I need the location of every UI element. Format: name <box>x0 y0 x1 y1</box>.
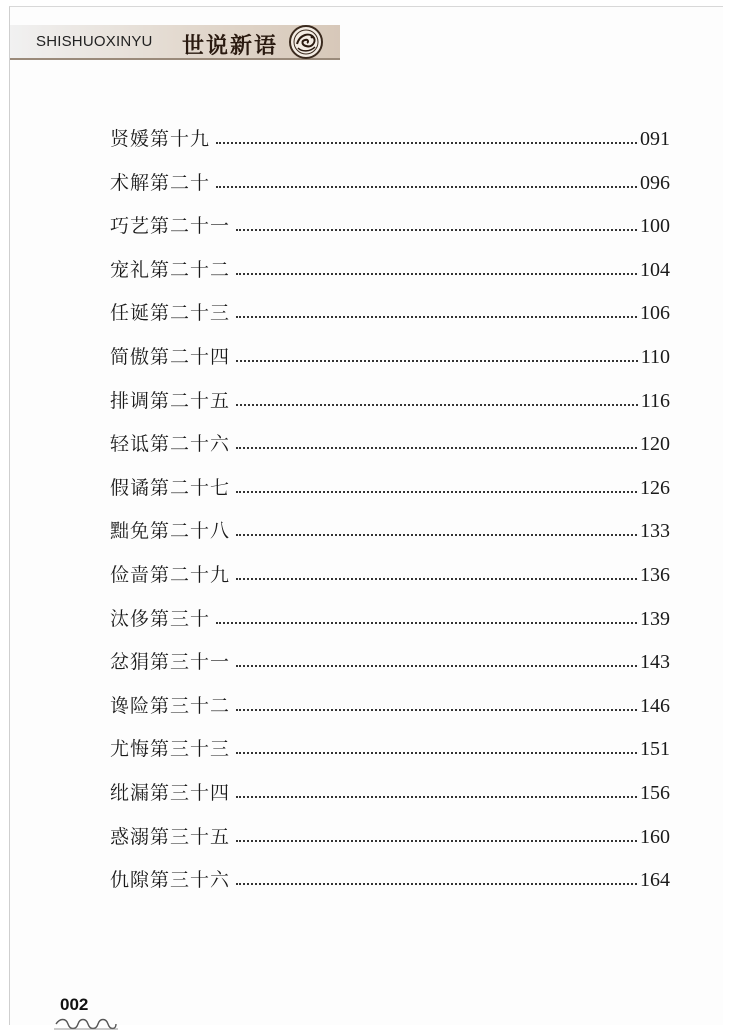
toc-entry-title: 仇隙第三十六 <box>110 869 231 892</box>
toc-entry-title: 汰侈第三十 <box>110 607 211 630</box>
toc-leader-dots <box>236 404 638 406</box>
toc-entry-title: 惑溺第三十五 <box>110 825 231 848</box>
toc-leader-dots <box>216 622 637 624</box>
toc-entry-title: 任诞第二十三 <box>110 302 231 325</box>
toc-entry <box>110 297 670 325</box>
toc-entry-title: 排调第二十五 <box>110 389 231 412</box>
toc-entry <box>110 167 670 195</box>
toc-entry <box>110 515 670 543</box>
dragon-roundel-icon <box>288 24 324 60</box>
toc-leader-dots <box>236 883 637 885</box>
toc-entry-title: 尤悔第三十三 <box>110 738 231 761</box>
toc-leader-dots <box>236 316 637 318</box>
toc-entry-page: 100 <box>640 215 670 238</box>
toc-entry-title: 贤媛第十九 <box>110 128 211 150</box>
toc-entry-title: 谗险第三十二 <box>110 694 231 717</box>
toc-entry <box>110 821 670 849</box>
toc-entry-title: 术解第二十 <box>110 171 211 194</box>
toc-entry <box>110 123 670 151</box>
toc-entry <box>110 777 670 805</box>
toc-entry-page: 156 <box>640 782 670 804</box>
toc-entry <box>110 559 670 587</box>
toc-entry-page: 143 <box>640 651 670 674</box>
toc-entry-title: 轻诋第二十六 <box>110 433 231 456</box>
cloud-scroll-ornament-icon <box>54 1017 118 1031</box>
toc-entry <box>110 690 670 718</box>
running-header <box>10 7 723 63</box>
toc-entry <box>110 428 670 456</box>
toc-leader-dots <box>236 796 637 798</box>
book-page <box>9 6 723 1025</box>
toc-entry <box>110 646 670 674</box>
toc-entry <box>110 733 670 761</box>
toc-entry-page: 116 <box>640 389 670 412</box>
toc-entry <box>110 603 670 631</box>
toc-entry-title: 纰漏第三十四 <box>110 782 231 804</box>
toc-entry <box>110 210 670 238</box>
toc-leader-dots <box>236 534 637 536</box>
toc-entry-page: 110 <box>640 346 670 368</box>
toc-entry <box>110 864 670 892</box>
toc-leader-dots <box>236 491 637 493</box>
toc-entry-title: 简傲第二十四 <box>110 346 231 368</box>
toc-entry-title: 巧艺第二十一 <box>110 215 231 238</box>
toc-entry-page: 146 <box>640 694 670 717</box>
toc-entry-page: 139 <box>640 607 670 630</box>
toc-entry-page: 164 <box>640 869 670 892</box>
toc-entry-title: 俭啬第二十九 <box>110 564 231 586</box>
toc-leader-dots <box>236 273 637 275</box>
toc-entry-page: 160 <box>640 825 670 848</box>
page-number: 002 <box>60 995 89 1014</box>
header-title: 世说新语 <box>182 34 279 59</box>
toc-entry-title: 宠礼第二十二 <box>110 258 231 281</box>
toc-leader-dots <box>236 840 637 842</box>
toc-leader-dots <box>216 186 637 188</box>
toc-leader-dots <box>236 360 638 362</box>
toc-entry-page: 120 <box>640 433 670 456</box>
toc-entry <box>110 341 670 369</box>
toc-leader-dots <box>236 447 637 449</box>
toc-entry <box>110 385 670 413</box>
toc-entry-page: 104 <box>640 258 670 281</box>
toc-entry-title: 忿狷第三十一 <box>110 651 231 674</box>
toc-leader-dots <box>236 752 637 754</box>
toc-entry-title: 黜免第二十八 <box>110 520 231 543</box>
toc-entry-page: 133 <box>640 520 670 543</box>
toc-leader-dots <box>236 665 637 667</box>
toc-entry <box>110 472 670 500</box>
toc-entry-page: 136 <box>640 564 670 586</box>
toc-entry-page: 151 <box>640 738 670 761</box>
toc-entry <box>110 254 670 282</box>
toc-entry-title: 假谲第二十七 <box>110 476 231 499</box>
toc-entry-page: 126 <box>640 476 670 499</box>
toc-entry-page: 091 <box>640 128 670 150</box>
toc-leader-dots <box>236 578 637 580</box>
toc-entry-page: 096 <box>640 171 670 194</box>
toc-entry-page: 106 <box>640 302 670 325</box>
toc-leader-dots <box>236 709 637 711</box>
toc-leader-dots <box>236 229 637 231</box>
header-pinyin: SHISHUOXINYU <box>36 33 153 50</box>
toc-leader-dots <box>216 142 637 144</box>
